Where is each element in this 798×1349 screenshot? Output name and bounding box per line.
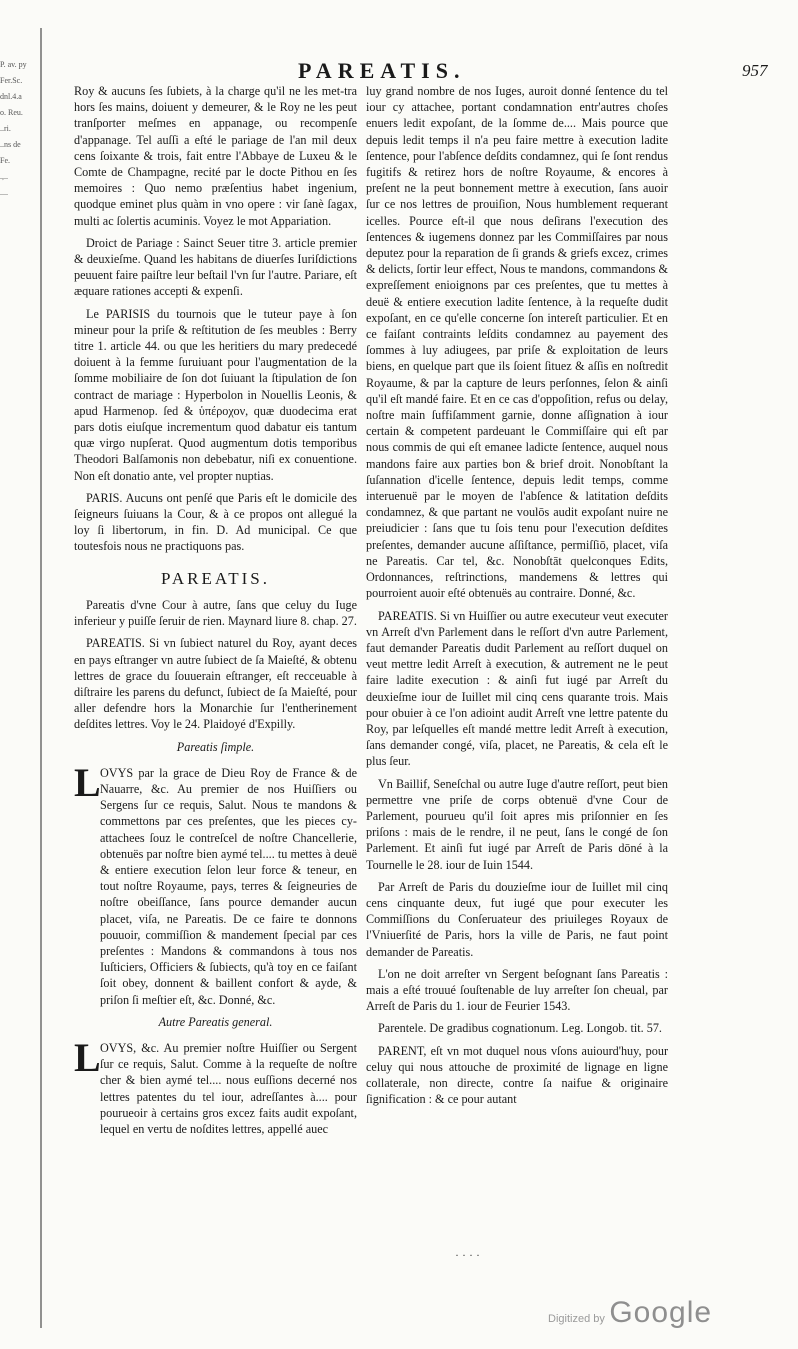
paragraph: Le PARISIS du tournois que le tuteur paye à ſon mineur pour la priſe & reſtitution de ſes meubles : Berry titre 1. article 44. ou que les heritiers du mary predecedé doiuent à la femme ſuruiuant pour l'augmentation de la ſomme mobiliaire de ſon dot ſuiuant la ſtipulation de ſon contract de mariage : Hyperbolon in Nouellis Leonis, & apud Harmenop. ſed & ὑπέροχον, quæ duodecima erat pars dotis eiuſque incrementum quod dabatur eis tantum quæ virgo nupſerat. Quod augmentum dotis temporibus Theodori Balſamonis non debebatur, niſi ex conuentione. Non eſt donatio ante, vel propter nuptias.: [74, 306, 357, 483]
paragraph: luy grand nombre de nos Iuges, auroit donné ſentence du tel iour cy attachee, portant condamnation entr'autres choſes enuers ledit expoſant, de la ſomme de.... Mais pource que depuis ledit temps il n'a peu faire mettre à execution ladite ſentence, pour l'abſence deſdits condamnez, qui ſe ſont rendus fugitifs & retirez hors de noſtre Royaume, & encores à preſent ne la peut bonnement mettre à execution, ſans auoir ſur ce nos lettres de prouiſion, Nous humblement requerant icelles. Pource eſt-il que nous deſirans l'execution des ſentences & iugemens donnez par les Commiſſaires par nous deputez pour la reparation de ſi grands & griefs excez, crimes & delicts, ſortir leur effect, Nous te mandons, commandons & expreſſement enioignons par ces preſentes, que tu mettes à deuë & entiere execution ladite ſentence, à la requeſte dudit expoſant, en ce qu'elle concerne ſon intereſt particulier. Et en ce faiſant contraints leſdits condamnez au payement des ſommes à luy adiugees, par priſe & exploitation de leurs biens, en quelque part que ils ſoient ſituez & aſſis en noſtredit Royaume, & par la capture de leurs perſonnes, ſelon & ainſi qu'il eſt mandé faire. Et en ce cas d'oppoſition, refus ou delay, noſtre main ſuffiſamment garnie, donne aſſignation à iour certain & competent pardeuant le Commiſſaire qui eſt par nous commis de qui eſt emanee ladicte ſentence, auquel nous mandons faire aux parties bon & brief droit. Nonobſtant la ſuſannation d'icelle ſentence, depuis ledit temps, comme interuenuë par le moyen de l'abſence & latitation deſdits condamnez, & que partant ne voulōs audit expoſant nuire ne preiudicier : ſans que tu ſois tenu pour l'execution deſdites preſentes, demander aucune aſſiſtance, permiſſiō, placet, viſa ne Pareatis. Car tel, &c. Nonobſtāt quelconques Edits, Ordonnances, reſtrinctions, mandemens & lettres qui pourroient auoir eſté obtenuës au contraire. Donné, &c.: [366, 84, 668, 601]
margin-note: Fe.: [0, 156, 10, 165]
margin-note: ....: [0, 188, 8, 197]
digitized-credit: [548, 1296, 712, 1330]
right-column: [366, 83, 668, 1107]
paragraph: PAREATIS. Si vn Huiſſier ou autre executeur veut executer vn Arreſt d'vn Parlement dans le reſſort d'vn autre Parlement, faut demander Pareatis dudit Parlement au reſſort duquel on veut mettre ledit Arreſt à execution, & autrement ne le peut faire ladite execution : & ainſi fut iugé par Arreſt du deuxieſme iour de Iuillet mil cinq cens quarante trois. Mais pour obuier à ce l'on adioint audit Arreſt vne lettre patente du Roy, par leſquelles eſt mandé mettre ledit Arreſt à execution, ſans demander congé, viſa, placet, ne Pareatis, & cela eſt le plus ſeur.: [366, 608, 668, 769]
page-number: 957: [742, 61, 768, 80]
paragraph: Pareatis d'vne Cour à autre, ſans que celuy du Iuge inferieur y puiſſe ſeruir de rien. Maynard liure 8. chap. 27.: [74, 597, 357, 629]
subheading: Autre Pareatis general.: [158, 1014, 273, 1029]
drop-cap: L: [74, 1034, 101, 1080]
paragraph: Roy & aucuns ſes ſubiets, à la charge qu'il ne les met-tra hors ſes mains, doiuent y demeurer, & le Roy ne les peut tranſporter meſmes en appanage, ou recompenſe d'appanage. Tel auſſi a eſté le pariage de l'an mil deux cens ſoixante & trois, fait entre l'Abbaye de Luxeu & le Comte de Champagne, recité par le docte Pithou en ſes memoires : Quo nemo præſentius habet ingenium, quodque eminet plus quàm in vno opere : vir ſanè ſagax, multi ac ſolertis acuminis. Voyez le mot Appariation.: [74, 84, 357, 228]
margin-note: ..ns de: [0, 140, 21, 149]
margin-note: ..ri.: [0, 124, 11, 133]
margin-notes: [0, 60, 34, 860]
letter-text: [74, 759, 357, 1008]
ornament-icon: · · · ·: [455, 1248, 480, 1262]
subheading: Pareatis ſimple.: [176, 739, 255, 754]
google-logo: Google: [609, 1296, 713, 1329]
credit-small: Digitized by: [548, 1313, 605, 1325]
margin-note: .,..: [0, 172, 8, 181]
paragraph: L'on ne doit arreſter vn Sergent beſognant ſans Pareatis : mais a eſté trouué ſouſtenable de luy arreſter ſon cheual, par Arreſt de Paris du 1. iour de Feurier 1543.: [366, 966, 668, 1014]
margin-note: P. av. py: [0, 60, 27, 69]
paragraph: Parentele. De gradibus cognationum. Leg. Longob. tit. 57.: [378, 1021, 662, 1036]
paragraph: PARIS. Aucuns ont penſé que Paris eſt le domicile des ſeigneurs ſuiuans la Cour, & à ce propos ont allegué la loy ſi libertorum, in fin. D. Ad municipal. Ce que toutesfois nous ne practiquons pas.: [74, 490, 357, 554]
letter-body: OVYS par la grace de Dieu Roy de France & de Nauarre, &c. Au premier de nos Huiſſiers ou Sergens ſur ce requis, Salut. Nous te mandons & commettons par ces preſentes, que les pieces cy-attachees ſouz le contreſcel de noſtre Chancellerie, obtenuës par noſtre bien aymé tel.... tu mettes à deuë & entiere execution ſelon leur force & teneur, en tout noſtre Royaume, pays, terres & ſeigneuries de noſtre obeiſſance, ſans pource demander aucun placet, viſa, ne Pareatis. De ce faire te donnons pouuoir, commiſſion & mandement ſpecial par ces preſentes : Mandons & commandons à tous nos Iuſticiers, Officiers & ſubiects, qu'à toy en ce faiſant ſoit obey, donnent & baillent confort & ayde, & priſon ſi meſtier eſt, &c. Donné, &c.: [100, 765, 357, 1007]
left-column: [74, 83, 357, 1137]
paragraph: Vn Baillif, Seneſchal ou autre Iuge d'autre reſſort, peut bien permettre vne priſe de corps obtenuë d'vne Cour de Parlement, pourueu qu'il ſoit apres mis priſonnier en ſes priſons : mais de le rendre, il ne peut, ſans le congé de ſon Parlement. Et ainſi fut iugé par Arreſt de Paris dōné à la Tournelle le 28. iour de Iuin 1544.: [366, 776, 668, 872]
margin-note: o. Reu.: [0, 108, 23, 117]
page-header: [0, 58, 798, 82]
section-heading: PAREATIS.: [160, 568, 271, 588]
paragraph: Par Arreſt de Paris du douzieſme iour de Iuillet mil cinq cens cinquante deux, fut iugé que pour executer les Commiſſions du Conſeruateur des priuileges Royaux de l'Vniuerſité de Paris, hors la ville de Paris, ne faut point demander de Pareatis.: [366, 879, 668, 959]
drop-cap: L: [74, 759, 101, 805]
running-title: PAREATIS.: [298, 58, 466, 83]
gutter-rule: [40, 28, 42, 1328]
letter-text: [74, 1034, 357, 1137]
paragraph: PAREATIS. Si vn ſubiect naturel du Roy, ayant deces en pays eſtranger vn autre ſubiect de ſa Maieſté, & obtenu lettres de grace du ſouuerain eſtranger, eſt recceuable à diſtraire les parens du defunct, ſubiect de ſa Maieſté, pour aller defendre hors la Monarchie ſur l'entherinement deſdites lettres. Voy le 24. Plaidoyé d'Expilly.: [74, 636, 357, 732]
letter-body: OVYS, &c. Au premier noſtre Huiſſier ou Sergent ſur ce requis, Salut. Comme à la requeſte de noſtre cher & bien aymé tel.... nous euſſions decerné nos lettres patentes du tel iour, adreſſantes à.... pour pourueoir à certains gros excez faits audit expoſant, lequel en vertu de noſdites lettres, appellé auec: [100, 1040, 357, 1136]
margin-note: dnl.4.a: [0, 92, 22, 101]
paragraph: PARENT, eſt vn mot duquel nous vſons auiourd'huy, pour celuy qui nous attouche de proximité de lignage en ligne collaterale, non directe, contre ſa naifue & originaire ſignification : & ce pour autant: [366, 1043, 668, 1107]
margin-note: Fer.Sc.: [0, 76, 23, 85]
paragraph: Droict de Pariage : Sainct Seuer titre 3. article premier & deuxieſme. Quand les habitans de diuerſes Iuriſdictions peuuent faire paiſtre leur beſtail l'vn ſur l'autre. Pariare, eſt æquare rationes accepti & expenſi.: [74, 235, 357, 299]
